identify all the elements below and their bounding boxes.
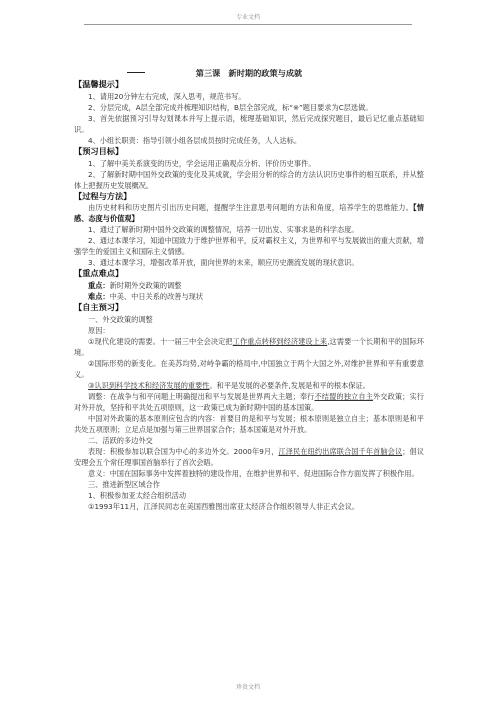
section-heading-tips: 【温馨提示】: [74, 79, 124, 89]
tips-item-1: 1、请用20分钟左右完成，深入思考，规范书写。: [88, 91, 246, 101]
method-paragraph: [74, 202, 424, 224]
performance-underlined: 江泽民在纽约出席联合国千年首脑会议: [278, 446, 403, 456]
meaning-paragraph: 意义：中国在国际事务中发挥着独特的建设作用，在维护世界和平、促进国际合作方面发挥了积极作用。: [88, 468, 419, 478]
reason-2: ②国际形势的新变化。在美苏均势,对峙争霸的格局中,中国独立于两个大国之外,对维护世界和平有重要意义。: [74, 358, 424, 379]
section-heading-preview: 【自主预习】: [74, 302, 124, 313]
performance-tail: ；倡议安理会五个常任理事国首脑举行了首次会晤。: [74, 446, 424, 467]
tips-item-4: 4、小组长职责：指导引领小组各层成员按时完成任务，人人达标。: [88, 135, 302, 145]
section-heading-attitude: 【情感、态度与价值观】: [74, 203, 424, 224]
subheading-apec: 1、积极参加亚太经合组织活动: [88, 490, 187, 500]
adjustment-text: 调整：在战争与和平问题上明确提出和平与发展是世界两大主题；奉行: [88, 391, 315, 401]
section-heading-method: 【过程与方法】: [74, 190, 132, 201]
reason-label: 原因：: [88, 325, 110, 335]
subheading-regional: 三、推进新型区域合作: [88, 479, 160, 489]
subheading-policy-adjustment: 一、外交政策的调整: [88, 314, 153, 324]
reason-1: [74, 336, 424, 358]
focus-text: 新时期外交政策的调整: [109, 281, 182, 291]
focus-line: [74, 280, 424, 291]
tips-item-2: 2、分层完成，A层全部完成并梳理知识结构，B层全部完成，标“※”题目要求为C层选做。: [88, 102, 373, 112]
attitude-item-2: 2、通过本课学习，知道中国致力于维护世界和平，反对霸权主义，为世界和平与发展做出的重大贡献，增强学生的爱国主义和国际主义情感。: [74, 236, 424, 257]
page-header: 专业文档: [84, 12, 412, 25]
page-footer: 珍贵文档: [235, 684, 260, 691]
method-text: 由历史材料和历史图片引出历史问题，提醒学生注意思考问题的方法和角度，培养学生的思维能力。: [88, 203, 414, 213]
section-heading-goals: 【预习目标】: [74, 145, 124, 156]
reason-3-underlined: ③认识到科学技术和经济发展的重要性: [88, 380, 210, 390]
adjustment-paragraph: [74, 391, 424, 413]
difficulty-text: 中美、中日关系的改善与现状: [109, 292, 204, 302]
subheading-multilateral: 二、活跃的多边外交: [88, 435, 153, 445]
attitude-item-1: 1、通过了解新时期中国外交政策的调整情况，培养一切出发、实事求是的科学态度。: [88, 225, 359, 235]
document-body: [74, 67, 424, 512]
adjustment-tail: 外交政策；实行对外开放，坚持和平共处五项原则，这一政策已成为新时期中国的基本国策。: [74, 391, 424, 412]
focus-label: 重点：: [88, 281, 110, 291]
section-heading-key: 【重点难点】: [74, 268, 124, 279]
reason-3-tail: 。和平是发展的必要条件,发展是和平的根本保证。: [209, 380, 370, 390]
performance-paragraph: [74, 446, 424, 468]
goals-item-1: 1、了解中美关系演变的历史，学会运用正确观点分析、评价历史事件。: [88, 158, 316, 168]
goals-item-2: 2、了解新时期中国外交政策的变化及其成就，学会用分析的综合的方法认识历史事件的相互联系，并从整体上把握历史发展概况。: [74, 169, 424, 190]
reason-3: [74, 380, 424, 391]
difficulty-label: 难点：: [88, 292, 110, 302]
reason-1-tail: ,这需要一个长期和平的国际环境。: [74, 336, 424, 357]
difficulty-line: [74, 291, 424, 302]
tips-item-3: 3、首先依据预习引导勾划课本并写上提示语，梳理基础知识，然后完成探究题目，最后记忆重点基础知识。: [74, 113, 424, 134]
principle-paragraph: 中国对外政策的基本原则应包含的内容：首要目的是和平与发展；根本原则是独立自主；基本原则是和平共处五项原则；立足点是加强与第三世界国家合作；基本国策是对外开放。: [74, 413, 424, 434]
reason-1-underlined: 工作重点转移到经济建设上来: [232, 336, 328, 346]
adjustment-underlined: 不结盟的独立自主: [314, 391, 373, 401]
page-title: 第三课 新时期的政策与成就: [195, 68, 303, 78]
apec-paragraph: ①1993年11月，江泽民同志在美国西雅图出席亚太经济合作组织领导人非正式会议。: [88, 501, 360, 511]
attitude-item-3: 3、通过本课学习，增强改革开放，面向世界的未来，顺应历史潮流发展的现状意识。: [88, 258, 359, 268]
reason-1-text: ①现代化建设的需要。十一届三中全会决定把: [88, 336, 233, 346]
performance-text: 表现：积极参加以联合国为中心的多边外交。2000年9月，: [88, 446, 279, 456]
